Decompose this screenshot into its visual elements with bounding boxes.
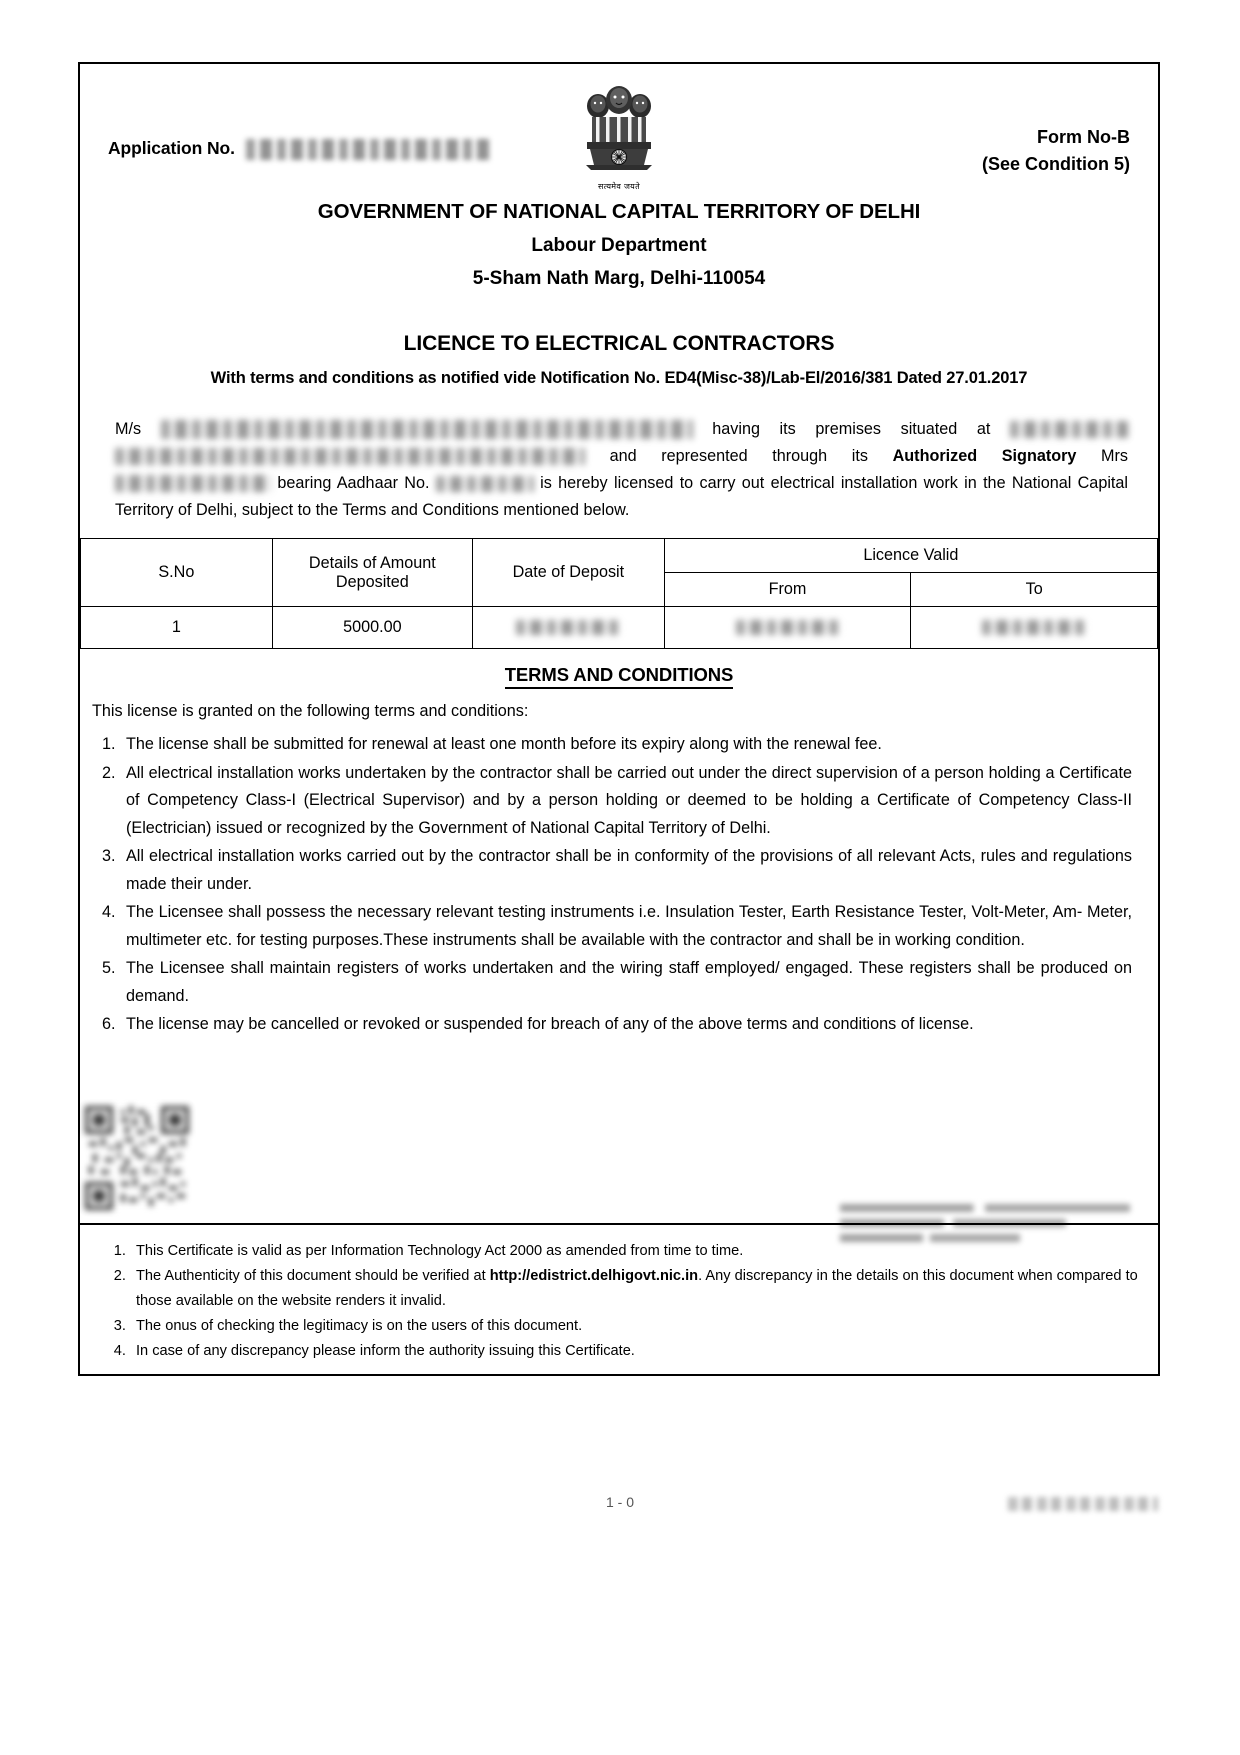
cell-valid-from [664,607,911,649]
disclaimer-list-item [130,1264,1138,1314]
terms-list-item: 1. The license shall be submitted for renewal at least one month before its expiry along with the renewal fee. [120,731,1132,759]
qr-code-icon [84,1106,190,1210]
col-header-valid-to: To [911,573,1158,607]
body-after-address: and represented through its [609,447,868,465]
deposit-table [80,538,1158,649]
terms-heading-text: TERMS AND CONDITIONS [505,664,734,689]
signature-text-line [840,1204,1130,1212]
col-header-amount-line1: Details of Amount [308,553,436,572]
emblem-motto: सत्यमेव जयते [598,182,640,191]
disclaimer-list [100,1239,1138,1364]
department-name: Labour Department [531,235,707,256]
document-header [80,64,1158,194]
terms-list [86,731,1132,1039]
table-row [81,607,1158,649]
body-after-aadhaar: is hereby licensed to carry out electrical installation work in the [540,474,1006,492]
col-header-date-of-deposit: Date of Deposit [473,539,665,607]
date-of-deposit-redacted [516,620,620,635]
cell-valid-to [911,607,1158,649]
document-page [78,62,1160,1376]
disclaimer-text: This Certificate is valid as per Information Technology Act 2000 as amended from time to time. [136,1243,744,1259]
address-part-1-redacted [1010,421,1128,438]
disclaimer-list-item [130,1339,1138,1364]
cell-date-of-deposit [473,607,665,649]
signatory-name-redacted [115,475,271,492]
terms-list-item: 2. All electrical installation works undertaken by the contractor shall be carried out under the direct supervision of a person holding a Certificate of Competency Class-I (Electrical Supervisor) and by a person holding or deemed to be holding a Certificate of Competency Class-II (Electrician) issued or recognized by the Government of National Capital Territory of Delhi. [120,760,1132,843]
disclaimer-list-item [130,1314,1138,1339]
table-header-row [81,539,1158,573]
col-header-amount-line2: Deposited [335,572,409,591]
disclaimer-text: In case of any discrepancy please inform the authority issuing this Certificate. [136,1343,635,1359]
address-line1-redacted [115,448,585,465]
terms-list-item: 5. The Licensee shall maintain registers of works undertaken and the wiring staff employed/ engaged. These registers shall be produced on demand. [120,955,1132,1010]
disclaimer-list-item [130,1239,1138,1264]
valid-to-redacted [982,620,1086,635]
cell-sno: 1 [81,607,273,649]
disclaimer-text-post: . Any discrepancy in the details on this document when compared to those available on the website renders it invalid. [136,1268,1138,1309]
body-salutation: Mrs [1101,447,1129,465]
form-number: Form No-B [1037,127,1130,147]
footer-text-redacted [1008,1497,1158,1511]
licence-title: LICENCE TO ELECTRICAL CONTRACTORS [403,332,835,355]
col-header-licence-valid: Licence Valid [664,539,1157,573]
body-closing: National Capital Territory of Delhi, subject to the Terms and Conditions mentioned below. [115,474,1129,519]
aadhaar-number-redacted [436,476,534,492]
see-condition: (See Condition 5) [982,154,1130,174]
verification-url[interactable]: http://edistrict.delhigovt.nic.in [489,1268,699,1284]
disclaimer-text: The Authenticity of this document should be verified at [136,1268,490,1284]
deposit-table-wrapper [80,538,1158,649]
body-after-company: having its premises situated at [712,420,991,438]
application-number-label: Application No. [108,138,235,158]
department-address: 5-Sham Nath Marg, Delhi-110054 [472,268,766,289]
col-header-sno: S.No [81,539,273,607]
col-header-amount [272,539,472,607]
page-number: 1 - 0 [605,1494,634,1510]
application-number-value-redacted [246,139,492,160]
valid-from-redacted [736,620,840,635]
col-header-valid-from: From [664,573,911,607]
company-name-redacted [161,420,693,439]
aadhaar-label: bearing Aadhaar No. [277,474,430,492]
licence-subtitle: With terms and conditions as notified vide Notification No. ED4(Misc-38)/Lab-El/2016/381 Dated 27.01.2017 [210,369,1028,387]
form-number-block [982,124,1130,178]
government-heading [80,200,1158,290]
terms-list-item: 4. The Licensee shall possess the necessary relevant testing instruments i.e. Insulation Tester, Earth Resistance Tester, Volt-Meter, Am- Meter, multimeter etc. for testing purposes.These instruments shall be available with the contractor and shall be in working condition. [120,899,1132,954]
licence-body-paragraph [115,416,1128,524]
page-footer [0,1494,1240,1518]
authorized-signatory-label: Authorized Signatory [892,447,1077,465]
india-national-emblem-icon [573,80,665,198]
terms-heading [80,664,1158,686]
terms-list-item: 6. The license may be cancelled or revoked or suspended for breach of any of the above terms and conditions of license. [120,1011,1132,1039]
terms-intro: This license is granted on the following terms and conditions: [92,702,529,720]
disclaimer-text: The onus of checking the legitimacy is on the users of this document. [136,1318,583,1334]
disclaimer-box [78,1223,1160,1376]
cell-amount: 5000.00 [272,607,472,649]
terms-list-item: 3. All electrical installation works carried out by the contractor shall be in conformity of the provisions of all relevant Acts, rules and regulations made their under. [120,843,1132,898]
body-prefix: M/s [115,420,142,438]
government-name: GOVERNMENT OF NATIONAL CAPITAL TERRITORY OF DELHI [317,200,921,223]
application-number [108,138,492,160]
